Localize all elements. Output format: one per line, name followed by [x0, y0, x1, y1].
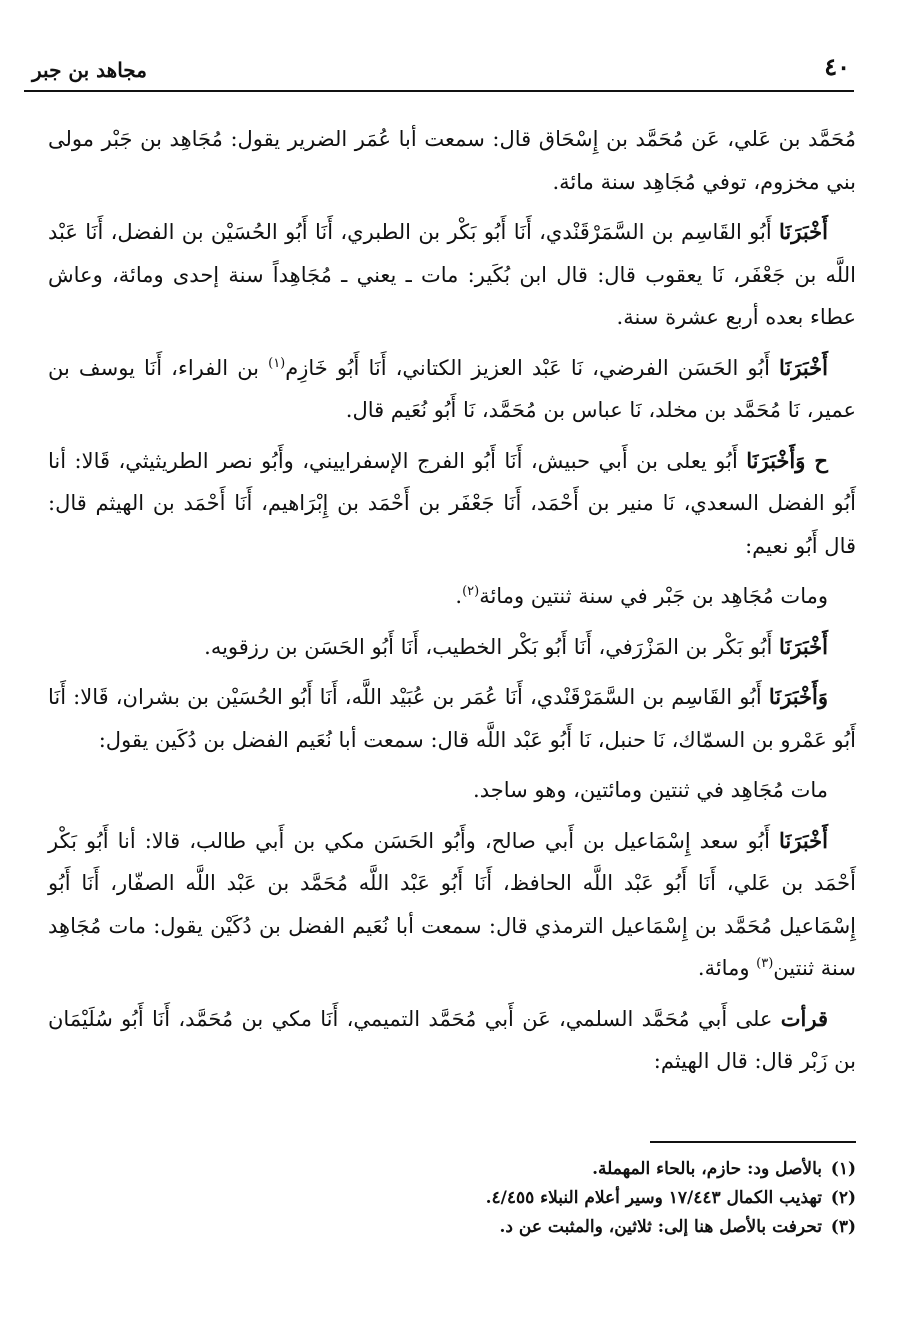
footnote [300, 1184, 856, 1213]
paragraph [48, 769, 856, 812]
footnote-number: (٢) [830, 1188, 856, 1208]
running-title: مجاهد بن جبر [32, 58, 147, 82]
paragraph-text: أَبُو الحَسَن الفرضي، نَا عَبْد العزيز الكتاني، أَنَا أَبُو خَازِم [285, 355, 780, 380]
page-header [24, 46, 864, 90]
paragraph-text: أَبُو يعلى بن أَبي حبيش، أَنَا أَبُو الفرج الإسفراييني، وأَبُو نصر الطريثيثي، قَالا: أنا أَبُو الفضل السعدي، نَا منير بن أَحْمَد، أَنَا جَعْفَر بن أَحْمَد بن إِبْرَاهيم، أَنَا أَحْمَد بن الهيثم قال: قال أَبُو نعيم: [48, 448, 856, 558]
paragraph [48, 440, 856, 568]
paragraph-lead: أَخْبَرَنَا [779, 827, 828, 853]
paragraph [48, 820, 856, 990]
footnote-ref[interactable]: (٢) [462, 584, 480, 599]
footnote [300, 1155, 856, 1184]
paragraph [48, 575, 856, 618]
paragraph-text: مات مُجَاهِد في ثنتين ومائتين، وهو ساجد. [473, 778, 828, 802]
paragraph-lead: قرأت [780, 1005, 828, 1031]
footnote-text: بالأصل ود: حازم، بالحاء المهملة. [592, 1159, 822, 1179]
paragraph-lead: أَخْبَرَنَا [779, 354, 828, 380]
footnote-number: (١) [830, 1159, 856, 1179]
footnote-text: تحرفت بالأصل هنا إلى: ثلاثين، والمثبت عن د. [499, 1217, 822, 1237]
paragraph-text: أَبُو بَكْر بن المَزْرَفي، أَنَا أَبُو بَكْر الخطيب، أَنَا أَبُو الحَسَن بن رزقويه. [204, 634, 780, 659]
footnotes [300, 1155, 856, 1242]
paragraph-lead: ح وَأَخْبَرَنَا [746, 447, 828, 473]
paragraph [48, 347, 856, 432]
paragraph-text: على أَبي مُحَمَّد السلمي، عَن أَبي مُحَمَّد التميمي، أَنَا مكي بن مُحَمَّد، أَنَا أَبُو سُلَيْمَان بن زَبْر قال: قال الهيثم: [48, 1006, 856, 1073]
footnote [300, 1213, 856, 1242]
paragraph-text: أَبُو سعد إِسْمَاعيل بن أَبي صالح، وأَبُو الحَسَن مكي بن أَبي طالب، قالا: أنا أَبُو بَكْر أَحْمَد بن عَلي، أَنَا أَبُو عَبْد اللَّه الحافظ، أَنَا أَبُو عَبْد اللَّه مُحَمَّد بن عَبْد اللَّه الصفّار، أَنَا أَبُو إِسْمَاعيل مُحَمَّد بن إِسْمَاعيل الترمذي قال: سمعت أبا نُعَيم الفضل بن دُكَيْن يقول: مات مُجَاهِد سنة ثنتين [48, 828, 856, 980]
paragraph-text-after: . [455, 584, 463, 608]
paragraph [48, 998, 856, 1083]
main-text [48, 118, 856, 1091]
footnote-ref[interactable]: (١) [268, 355, 286, 371]
paragraph-text: أَبُو القَاسِم بن السَّمَرْقَنْدي، أَنَا عُمَر بن عُبَيْد اللَّه، أَنَا أَبُو الحُسَيْن بن بشران، قَالا: أَنَا أَبُو عَمْرو بن السمّاك، نَا حنبل، نَا أَبُو عَبْد اللَّه قال: سمعت أبا نُعَيم الفضل بن دُكَين يقول: [48, 685, 856, 752]
paragraph [48, 118, 856, 203]
paragraph-lead: وَأَخْبَرَنَا [768, 684, 828, 709]
paragraph-text: مُحَمَّد بن عَلي، عَن مُحَمَّد بن إِسْحَاق قال: سمعت أبا عُمَر الضرير يقول: مُجَاهِد بن جَبْر مولى بني مخزوم، توفي مُجَاهِد سنة مائة. [48, 127, 856, 194]
footnote-ref[interactable]: (٣) [756, 956, 774, 971]
paragraph [48, 211, 856, 339]
paragraph-text: ومات مُجَاهِد بن جَبْر في سنة ثنتين ومائة [479, 584, 828, 608]
paragraph-text-after: بن الفراء، أَنَا يوسف بن عمير، نَا مُحَمَّد بن مخلد، نَا عباس بن مُحَمَّد، نَا أَبُو نُعَيم قال. [48, 355, 856, 422]
paragraph-text: أَبُو القَاسِم بن السَّمَرْقَنْدي، أَنَا أَبُو بَكْر بن الطبري، أَنَا أَبُو الحُسَيْن بن الفضل، أَنَا عَبْد اللَّه بن جَعْفَر، نَا يعقوب قال: قال ابن بُكَير: مات ـ يعني ـ مُجَاهِداً سنة إحدى ومائة، وعاش عطاء بعده أربع عشرة سنة. [48, 220, 856, 329]
paragraph-text-after: ومائة. [697, 956, 757, 980]
footnote-number: (٣) [830, 1217, 856, 1237]
paragraph-lead: أَخْبَرَنَا [779, 633, 828, 659]
page-number: ٤٠ [824, 52, 850, 81]
paragraph-lead: أَخْبَرَنَا [779, 219, 828, 244]
footnote-text: تهذيب الكمال ١٧/٤٤٣ وسير أعلام النبلاء ٤/٤٥٥. [485, 1188, 822, 1208]
paragraph [48, 626, 856, 669]
footnote-rule [650, 1141, 856, 1143]
header-rule [24, 90, 854, 92]
paragraph [48, 676, 856, 761]
